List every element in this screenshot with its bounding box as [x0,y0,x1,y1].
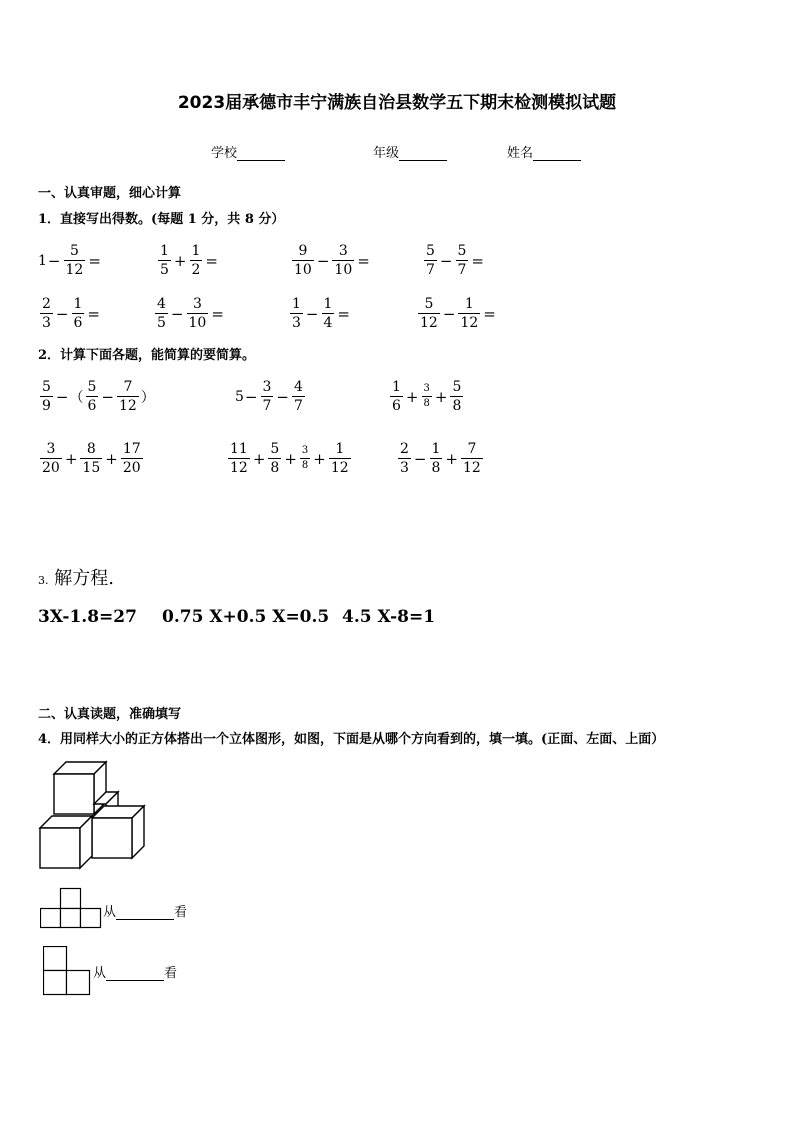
school-field: 学校 [211,142,285,161]
view-1-blank[interactable] [116,906,174,920]
view-2-answer: 从 看 [93,966,178,981]
q1-item-6: $\frac{4}{5}$ − $\frac{3}{10}$ = [157,296,224,331]
q1-item-8: $\frac{5}{12}$ − $\frac{1}{12}$ = [420,296,496,331]
q2-expr-6: $\frac{2}{3}$ − $\frac{1}{8}$ + $\frac{7}{12}$ [400,441,481,476]
q1-item-1: 1 − $\frac{5}{12}$ = [38,243,101,278]
section-1-heading: 一、认真审题，细心计算 [38,186,182,201]
q2-expr-2: 5 − $\frac{3}{7}$ − $\frac{4}{7}$ [235,379,303,414]
question-4-label: 4．用同样大小的正方体搭出一个立体图形，如图，下面是从哪个方向看到的，填一填。(正面、左面、上面） [38,732,665,747]
equation-2: 0.75 X+0.5 X=0.5 [162,607,330,627]
grade-field: 年级 [373,142,447,161]
question-3-label: 3. 解方程. [38,568,114,589]
q1-item-3: $\frac{9}{10}$ − $\frac{3}{10}$ = [294,243,370,278]
equation-3: 4.5 X-8=1 [342,607,436,627]
view-1-answer: 从 看 [103,905,188,920]
q1-item-7: $\frac{1}{3}$ − $\frac{1}{4}$ = [292,296,350,331]
q2-expr-1: $\frac{5}{9}$ − （ $\frac{5}{6}$ − $\frac{7}{12}$ ） [42,379,155,414]
equation-1: 3X-1.8=27 [38,607,137,627]
question-1-label: 1．直接写出得数。(每题 1 分，共 8 分） [38,212,285,227]
view-2-figure [43,946,91,996]
q1-item-4: $\frac{5}{7}$ − $\frac{5}{7}$ = [426,243,484,278]
q1-item-2: $\frac{1}{5}$ + $\frac{1}{2}$ = [160,243,218,278]
q2-expr-3: $\frac{1}{6}$ + $\frac{3}{8}$ + $\frac{5}{8}$ [392,379,462,414]
q2-expr-5: $\frac{11}{12}$ + $\frac{5}{8}$ + $\frac{3}{8}$ + $\frac{1}{12}$ [230,441,349,476]
page-title: 2023届承德市丰宁满族自治县数学五下期末检测模拟试题 [177,93,617,113]
q2-expr-4: $\frac{3}{20}$ + $\frac{8}{15}$ + $\frac{17}{20}$ [42,441,141,476]
cube-stack-figure [36,760,148,870]
section-2-heading: 二、认真读题，准确填写 [38,707,182,722]
view-1-figure [40,887,102,929]
name-field: 姓名 [507,142,581,161]
view-2-blank[interactable] [106,967,164,981]
q1-item-5: $\frac{2}{3}$ − $\frac{1}{6}$ = [42,296,100,331]
question-2-label: 2．计算下面各题，能简算的要简算。 [38,348,256,363]
